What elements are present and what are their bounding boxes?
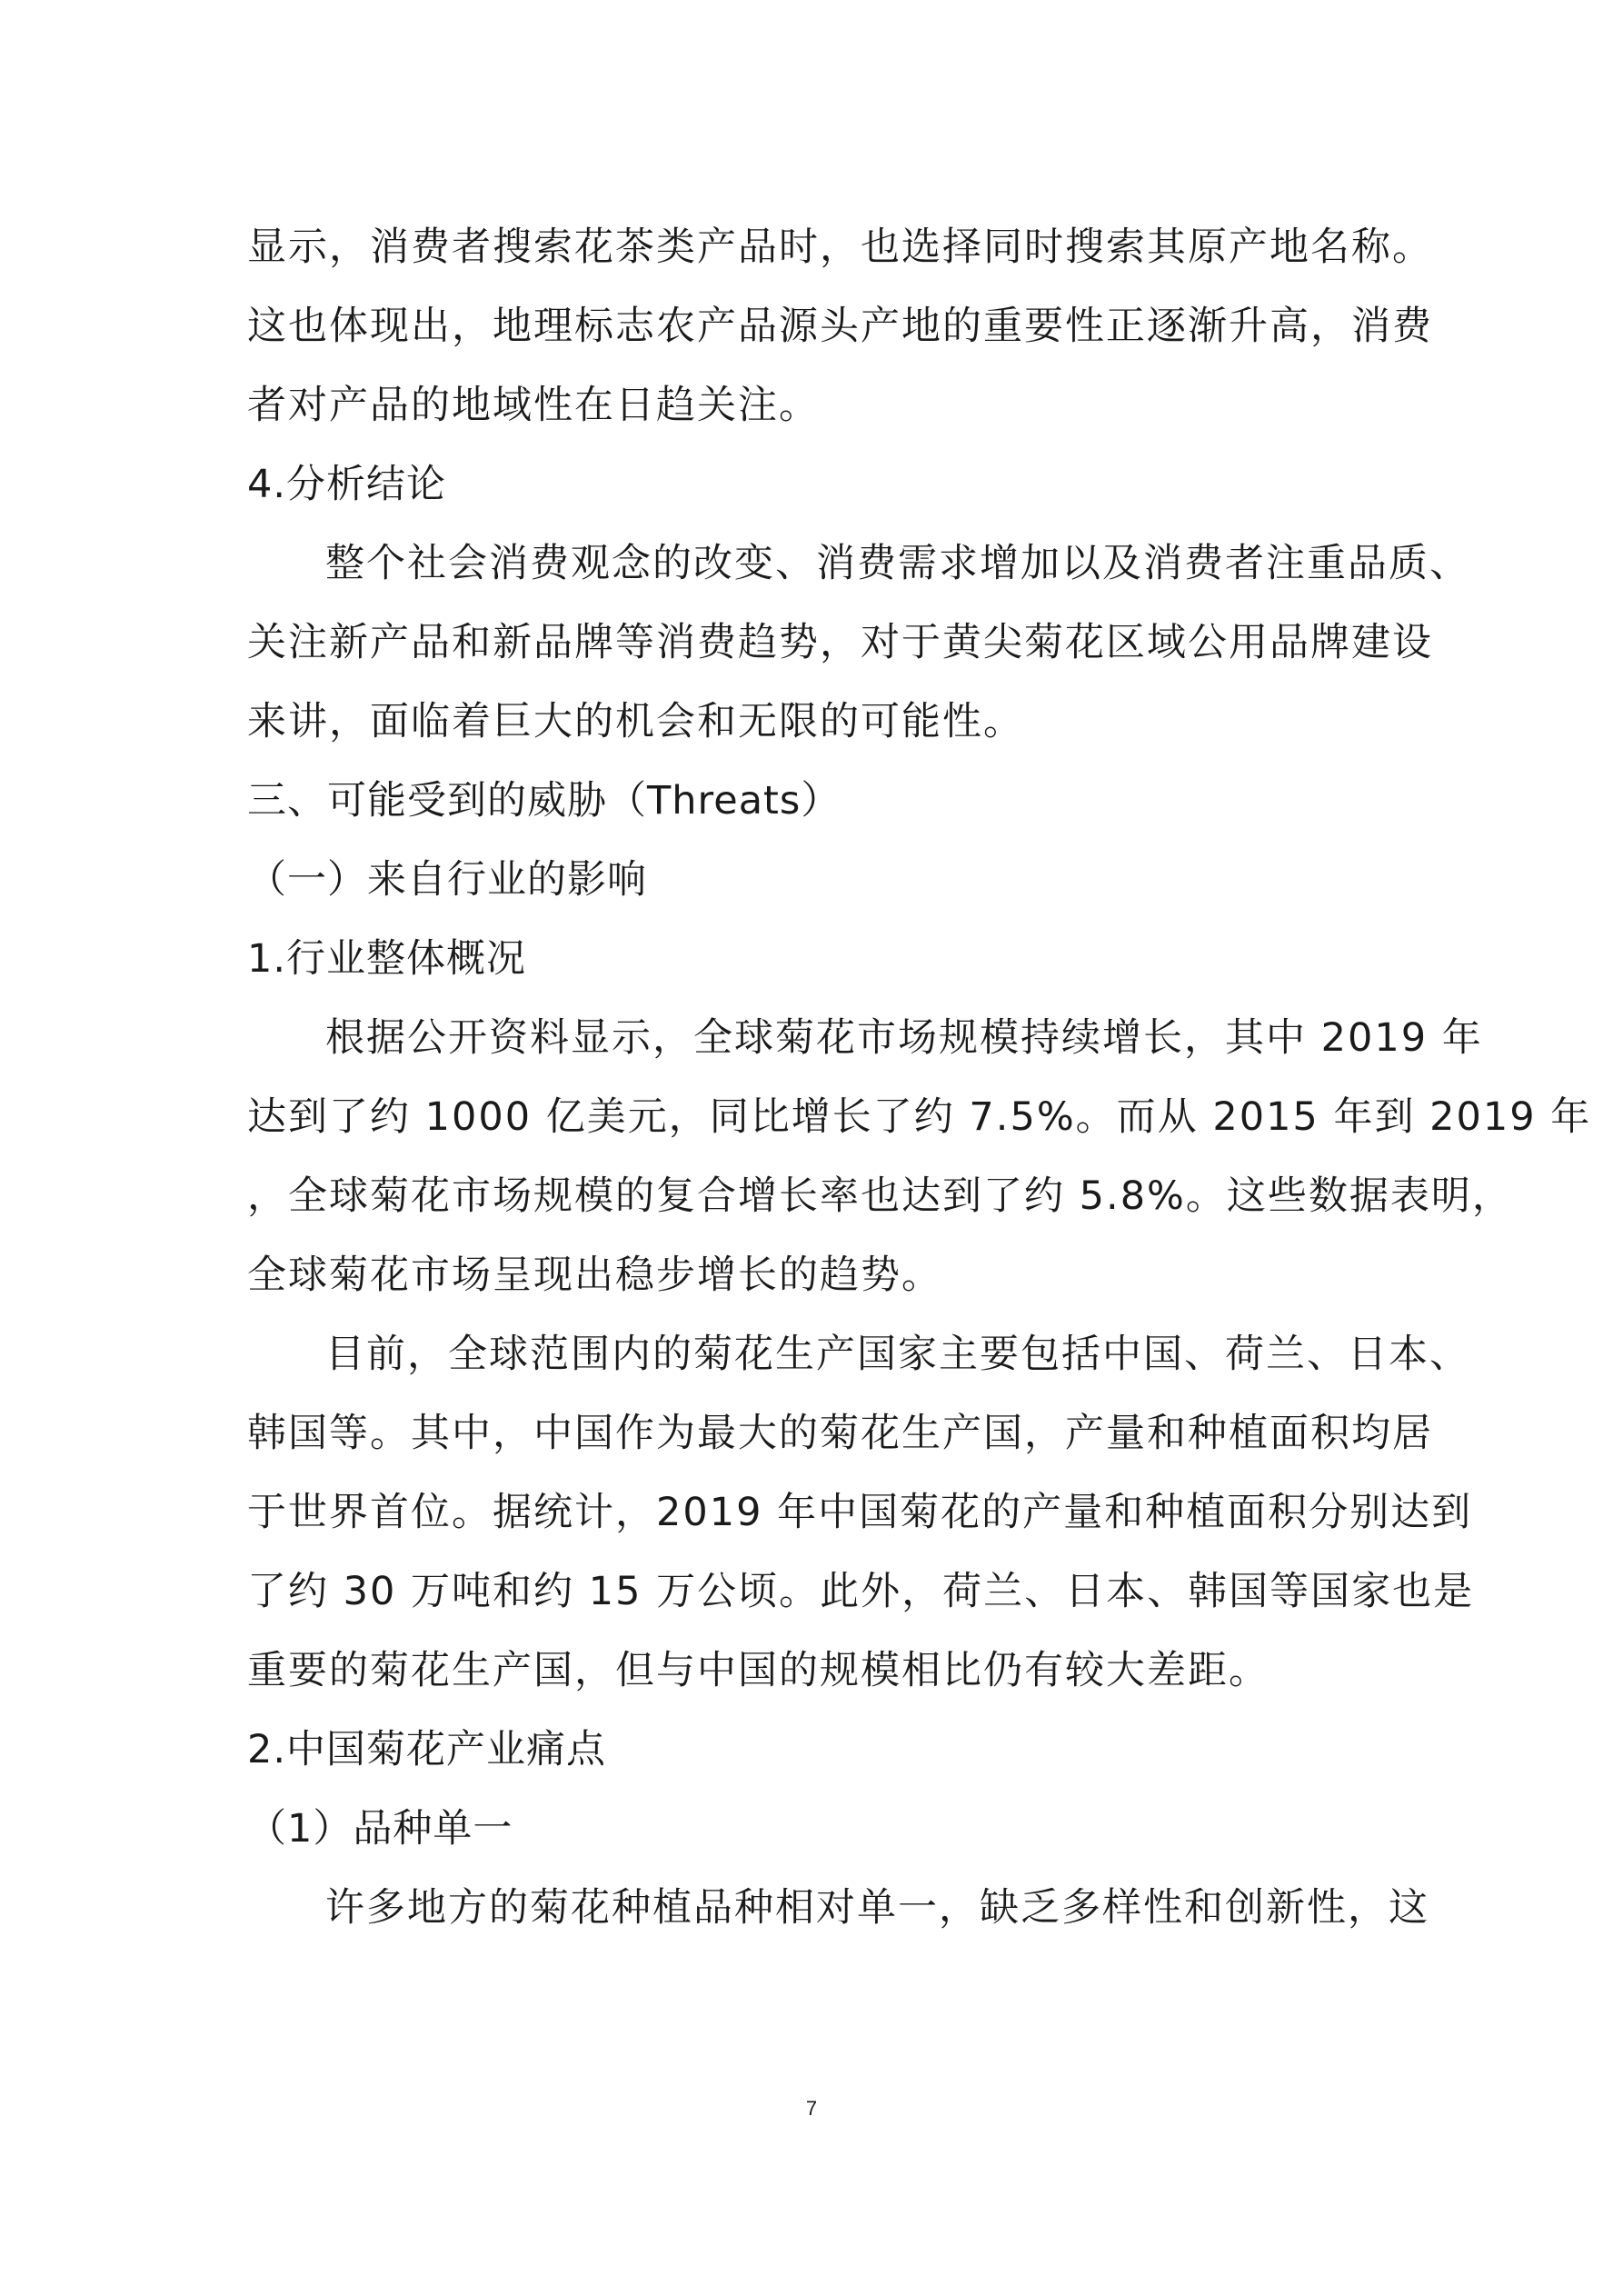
body-text-line: 于世界首位。据统计，2019 年中国菊花的产量和种植面积分别达到: [247, 1490, 1473, 1535]
chapter-heading: 三、可能受到的威胁（Threats）: [247, 778, 841, 824]
section-heading: 1.行业整体概况: [247, 936, 527, 982]
body-text-line: 达到了约 1000 亿美元，同比增长了约 7.5%。而从 2015 年到 2019 年: [247, 1094, 1592, 1140]
subsection-heading: （1）品种单一: [247, 1806, 513, 1852]
section-heading: 2.中国菊花产业痛点: [247, 1727, 607, 1772]
paragraph-first-line: 许多地方的菊花种植品种相对单一，缺乏多样性和创新性，这: [325, 1885, 1429, 1931]
paragraph-first-line: 目前，全球范围内的菊花生产国家主要包括中国、荷兰、日本、: [325, 1332, 1470, 1377]
section-heading: 4.分析结论: [247, 462, 447, 507]
body-text-line: ，全球菊花市场规模的复合增长率也达到了约 5.8%。这些数据表明，: [247, 1173, 1513, 1219]
body-text-line: 关注新产品和新品牌等消费趋势，对于黄尖菊花区域公用品牌建设: [247, 620, 1433, 665]
paragraph-first-line: 整个社会消费观念的改变、消费需求增加以及消费者注重品质、: [325, 541, 1470, 586]
page-number: 7: [805, 2097, 818, 2120]
body-text-line: 来讲，面临着巨大的机会和无限的可能性。: [247, 699, 1024, 744]
body-text-line: 全球菊花市场呈现出稳步增长的趋势。: [247, 1253, 942, 1298]
body-text-line: 重要的菊花生产国，但与中国的规模相比仍有较大差距。: [247, 1648, 1270, 1693]
subsection-heading: （一）来自行业的影响: [247, 857, 647, 903]
body-text-line: 显示，消费者搜索花茶类产品时，也选择同时搜索其原产地名称。: [247, 225, 1433, 270]
body-text-line: 这也体现出，地理标志农产品源头产地的重要性正逐渐升高，消费: [247, 304, 1433, 349]
body-text-line: 了约 30 万吨和约 15 万公顷。此外，荷兰、日本、韩国等国家也是: [247, 1569, 1475, 1614]
paragraph-first-line: 根据公开资料显示，全球菊花市场规模持续增长，其中 2019 年: [325, 1015, 1483, 1061]
body-text-line: 韩国等。其中，中国作为最大的菊花生产国，产量和种植面积均居: [247, 1411, 1433, 1456]
body-text-line: 者对产品的地域性在日趋关注。: [247, 383, 820, 428]
